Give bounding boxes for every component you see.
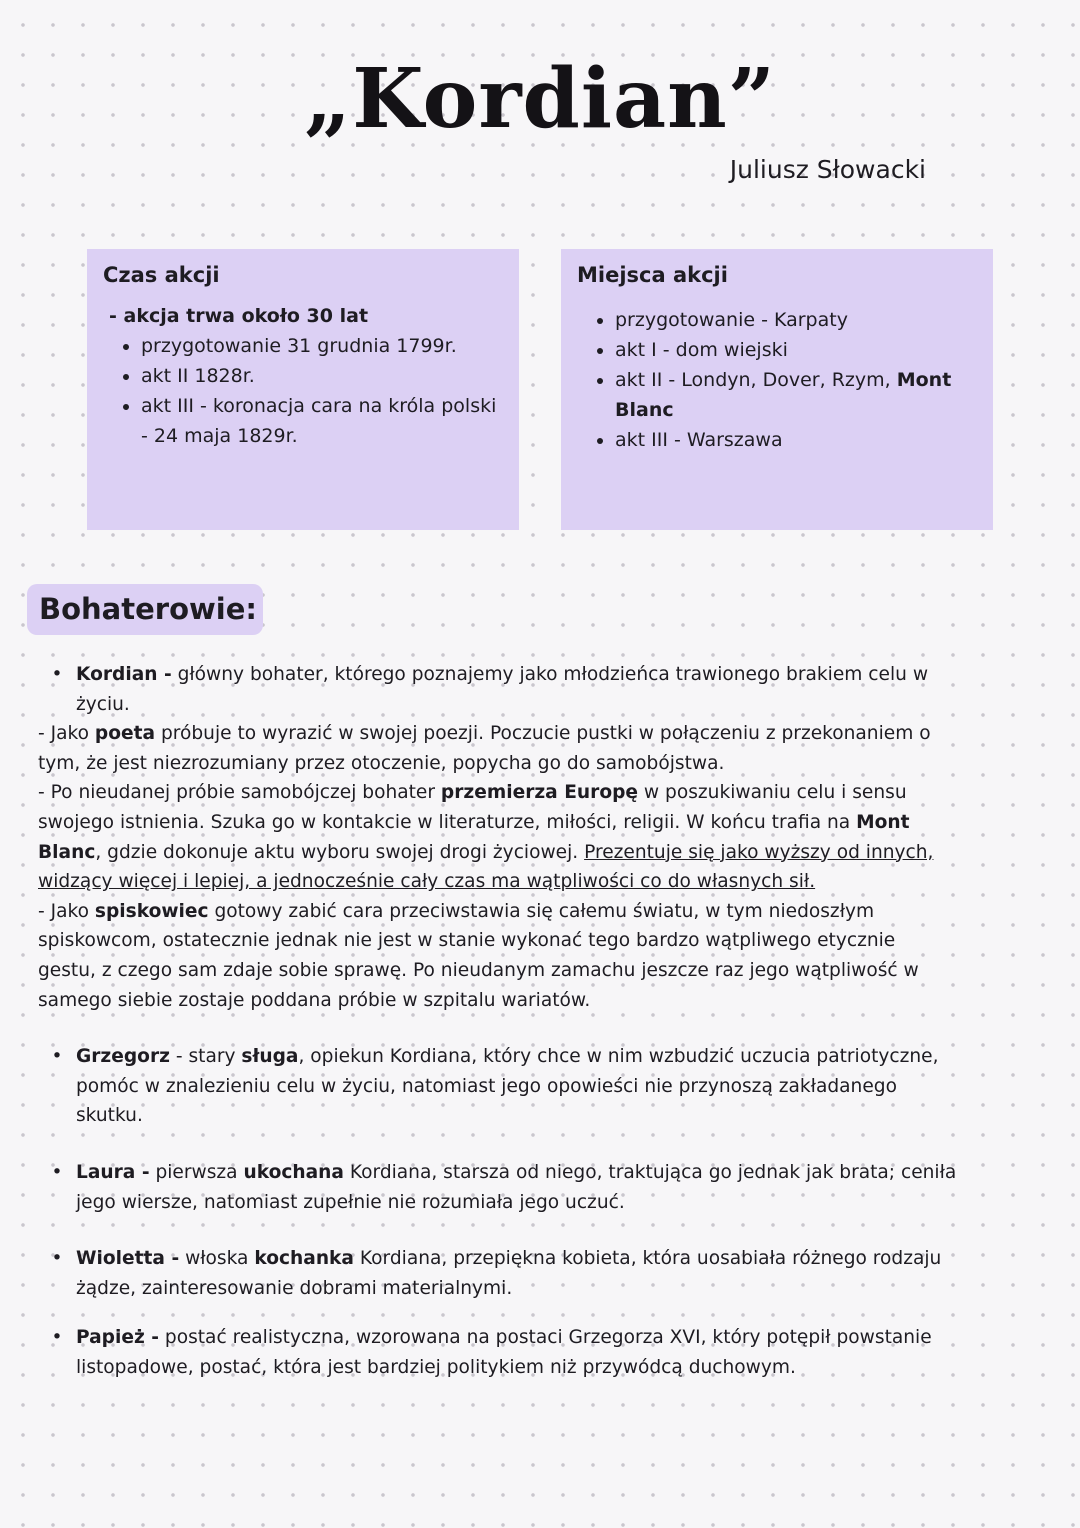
list-item: • przygotowanie 31 grudnia 1799r. xyxy=(141,331,503,361)
hero-kordian: • Kordian - główny bohater, którego poznajemy jako młodzieńca trawionego brakiem celu w życiu. xyxy=(38,660,958,719)
bullet-icon: • xyxy=(51,1046,63,1068)
time-list xyxy=(103,331,503,451)
hero-wioletta: • Wioletta - włoska kochanka Kordiana, przepiękna kobieta, która uosabiała różnego rodzaju żądze, zainteresowanie dobrami materialnymi. xyxy=(38,1244,958,1303)
time-of-action-box xyxy=(87,249,519,530)
time-box-lead: - akcja trwa około 30 lat xyxy=(109,305,369,327)
list-item: • akt II - Londyn, Dover, Rzym, Mont Blanc xyxy=(615,365,977,425)
time-box-heading: Czas akcji xyxy=(103,263,220,287)
bullet-icon: • xyxy=(51,1248,63,1270)
heroes-heading: Bohaterowie: xyxy=(27,584,263,635)
bullet-icon: • xyxy=(51,1161,63,1183)
author-name: Juliusz Słowacki xyxy=(729,155,926,184)
page-title: „Kordian” xyxy=(304,51,776,147)
kordian-poet-paragraph: - Jako poeta próbuje to wyrazić w swojej poezji. Poczucie pustki w połączeniu z przekonaniem o tym, że jest niezrozumiany przez otoczenie, popycha go do samobójstwa. xyxy=(38,723,931,774)
hero-name: Kordian - xyxy=(76,664,172,685)
list-item: • przygotowanie - Karpaty xyxy=(615,305,977,335)
place-box-heading: Miejsca akcji xyxy=(577,263,728,287)
bullet-icon: • xyxy=(51,1327,63,1349)
kordian-europe-paragraph: - Po nieudanej próbie samobójczej bohater przemierza Europę w poszukiwaniu celu i sensu swojego istnienia. Szuka go w kontakcie w literaturze, miłości, religii. W końcu trafia na Mont Blanc, gdzie dokonuje aktu wyboru swojej drogi życiowej. Prezentuje się jako wyższy od innych, widzący więcej i lepiej, a jednocześnie cały czas ma wątpliwości co do własnych sił. xyxy=(38,782,934,893)
list-item: • akt III - koronacja cara na króla polski - 24 maja 1829r. xyxy=(141,391,503,451)
places-of-action-box xyxy=(561,249,993,530)
list-item: • akt I - dom wiejski xyxy=(615,335,977,365)
hero-papiez: • Papież - postać realistyczna, wzorowana na postaci Grzegorza XVI, który potępił powstanie listopadowe, postać, która jest bardziej politykiem niż przywódcą duchowym. xyxy=(38,1323,958,1382)
hero-laura: • Laura - pierwsza ukochana Kordiana, starsza od niego, traktująca go jednak jak brata; ceniła jego wiersze, natomiast zupełnie nie rozumiała jego uczuć. xyxy=(38,1158,958,1217)
list-item: • akt III - Warszawa xyxy=(615,425,977,455)
bullet-icon: • xyxy=(51,664,63,685)
hero-grzegorz: • Grzegorz - stary sługa, opiekun Kordiana, który chce w nim wzbudzić uczucia patriotyczne, pomóc w znalezieniu celu w życiu, natomiast jego opowieści nie przynoszą zakładanego skutku. xyxy=(38,1042,958,1131)
list-item: • akt II 1828r. xyxy=(141,361,503,391)
place-list xyxy=(577,305,977,455)
heroes-content xyxy=(38,660,958,1382)
kordian-conspirator-paragraph: - Jako spiskowiec gotowy zabić cara przeciwstawia się całemu światu, w tym niedoszłym spiskowcom, ostatecznie jednak nie jest w stanie wykonać tego bardzo wątpliwego etycznie gestu, z czego sam zdaje sobie sprawę. Po nieudanym zamachu jeszcze raz jego wątpliwość w samego siebie zostaje poddana próbie w szpitalu wariatów. xyxy=(38,900,919,1011)
